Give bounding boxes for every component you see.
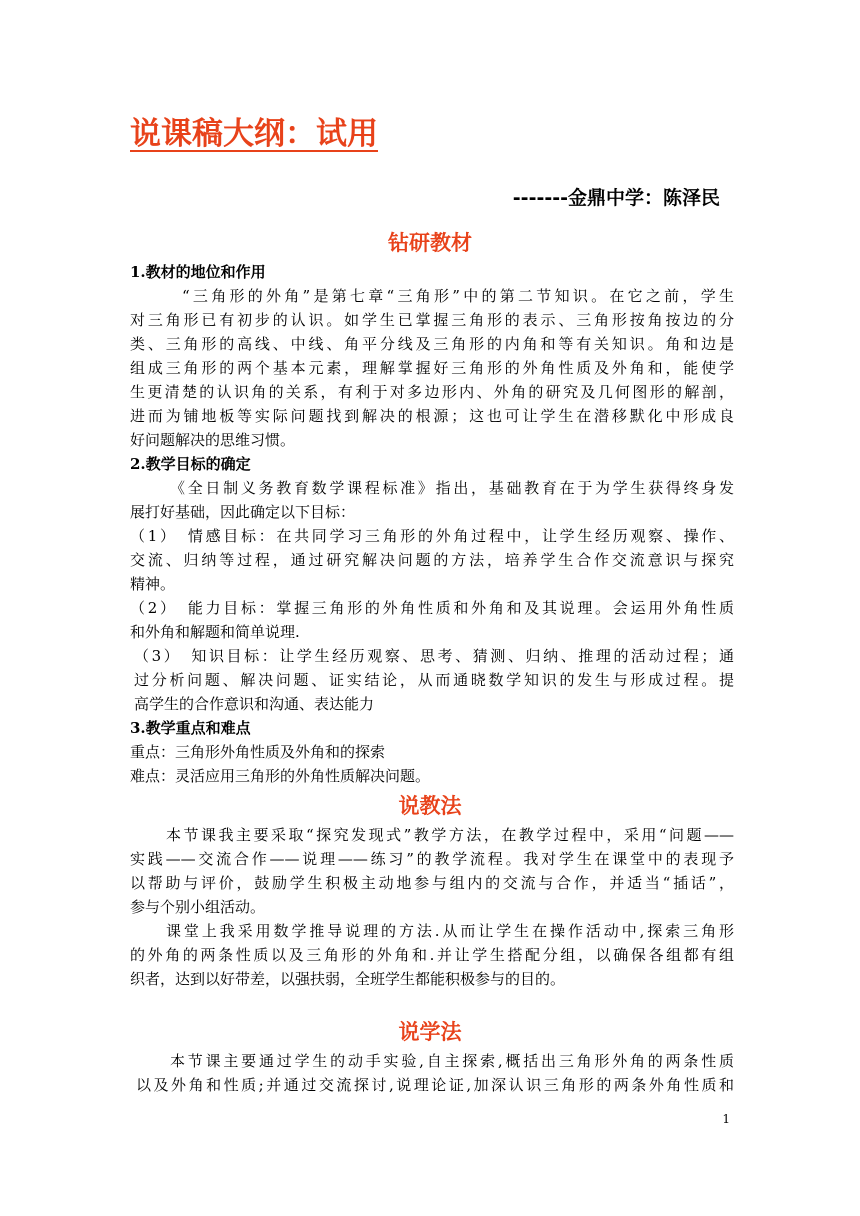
paragraph-line: 以帮助与评价，鼓励学生积极主动地参与组内的交流与合作，并适当“插话”， [130, 874, 734, 892]
subheading-2: 2.教学目标的确定 [130, 455, 251, 473]
paragraph-line: 参与个别小组活动。 [130, 898, 266, 916]
paragraph-line: 组成三角形的两个基本元素，理解掌握好三角形的外角性质及外角和，能使学 [130, 359, 734, 377]
paragraph-line: 好问题解决的思维习惯。 [130, 431, 296, 449]
subheading-1: 1.教材的地位和作用 [130, 263, 266, 281]
document-title: 说课稿大纲：试用 [130, 116, 378, 152]
paragraph-line: 本节课我主要采取“探究发现式”教学方法，在教学过程中，采用“问题—— [166, 826, 734, 844]
page-number: 1 [722, 1112, 730, 1126]
difficulty-line: 难点：灵活应用三角形的外角性质解决问题。 [130, 767, 431, 785]
objective-line: （2） 能力目标：掌握三角形的外角性质和外角和及其说理。会运用外角性质 [130, 599, 734, 617]
subheading-3: 3.教学重点和难点 [130, 719, 251, 737]
paragraph-line: 的外角的两条性质以及三角形的外角和.并让学生搭配分组，以确保各组都有组 [130, 946, 734, 964]
section-heading-teaching-method: 说教法 [398, 794, 462, 818]
objective-line: （3） 知识目标：让学生经历观察、思考、猜测、归纳、推理的活动过程；通 [134, 647, 734, 665]
objective-line: 交流、归纳等过程，通过研究解决问题的方法，培养学生合作交流意识与探究 [130, 551, 734, 569]
paragraph-line: 实践——交流合作——说理——练习”的教学流程。我对学生在课堂中的表现予 [130, 850, 734, 868]
paragraph-line: 生更清楚的认识角的关系，有利于对多边形内、外角的研究及几何图形的解剖， [130, 383, 734, 401]
paragraph-line: 课堂上我采用数学推导说理的方法.从而让学生在操作活动中,探索三角形 [166, 922, 734, 940]
paragraph-line: 进而为铺地板等实际问题找到解决的根源；这也可让学生在潜移默化中形成良 [130, 407, 734, 425]
objective-line: 精神。 [130, 575, 176, 593]
section-body-study-materials [130, 260, 734, 788]
paragraph-line: 类、三角形的高线、中线、角平分线及三角形的内角和等有关知识。角和边是 [130, 335, 734, 353]
section-heading-study-materials: 钻研教材 [388, 231, 472, 255]
objective-line: 高学生的合作意识和沟通、表达能力 [134, 695, 375, 713]
paragraph-line: 展打好基础，因此确定以下目标： [130, 503, 356, 521]
paragraph-line: 织者，达到以好带差，以强扶弱，全班学生都能积极参与的目的。 [130, 970, 566, 988]
paragraph-line: 以及外角和性质;并通过交流探讨,说理论证,加深认识三角形的两条外角性质和 [136, 1076, 734, 1094]
objective-line: 过分析问题、解决问题、证实结论，从而通晓数学知识的发生与形成过程。提 [134, 671, 734, 689]
section-heading-learning-method: 说学法 [398, 1020, 462, 1044]
section-body-learning-method [130, 1049, 734, 1097]
key-point-line: 重点：三角形外角性质及外角和的探索 [130, 743, 386, 761]
paragraph-line: 《全日制义务教育数学课程标准》指出，基础教育在于为学生获得终身发 [170, 479, 734, 497]
paragraph-line: 对三角形已有初步的认识。如学生已掌握三角形的表示、三角形按角按边的分 [130, 311, 734, 329]
author-line: -------金鼎中学：陈泽民 [512, 187, 720, 209]
paragraph-line: 本节课主要通过学生的动手实验,自主探索,概括出三角形外角的两条性质 [170, 1052, 734, 1070]
objective-line: 和外角和解题和简单说理. [130, 623, 300, 641]
objective-line: （1） 情感目标：在共同学习三角形的外角过程中，让学生经历观察、操作、 [130, 527, 734, 545]
paragraph-line: “三角形的外角”是第七章“三角形”中的第二节知识。在它之前，学生 [182, 287, 734, 305]
section-body-teaching-method [130, 823, 734, 991]
